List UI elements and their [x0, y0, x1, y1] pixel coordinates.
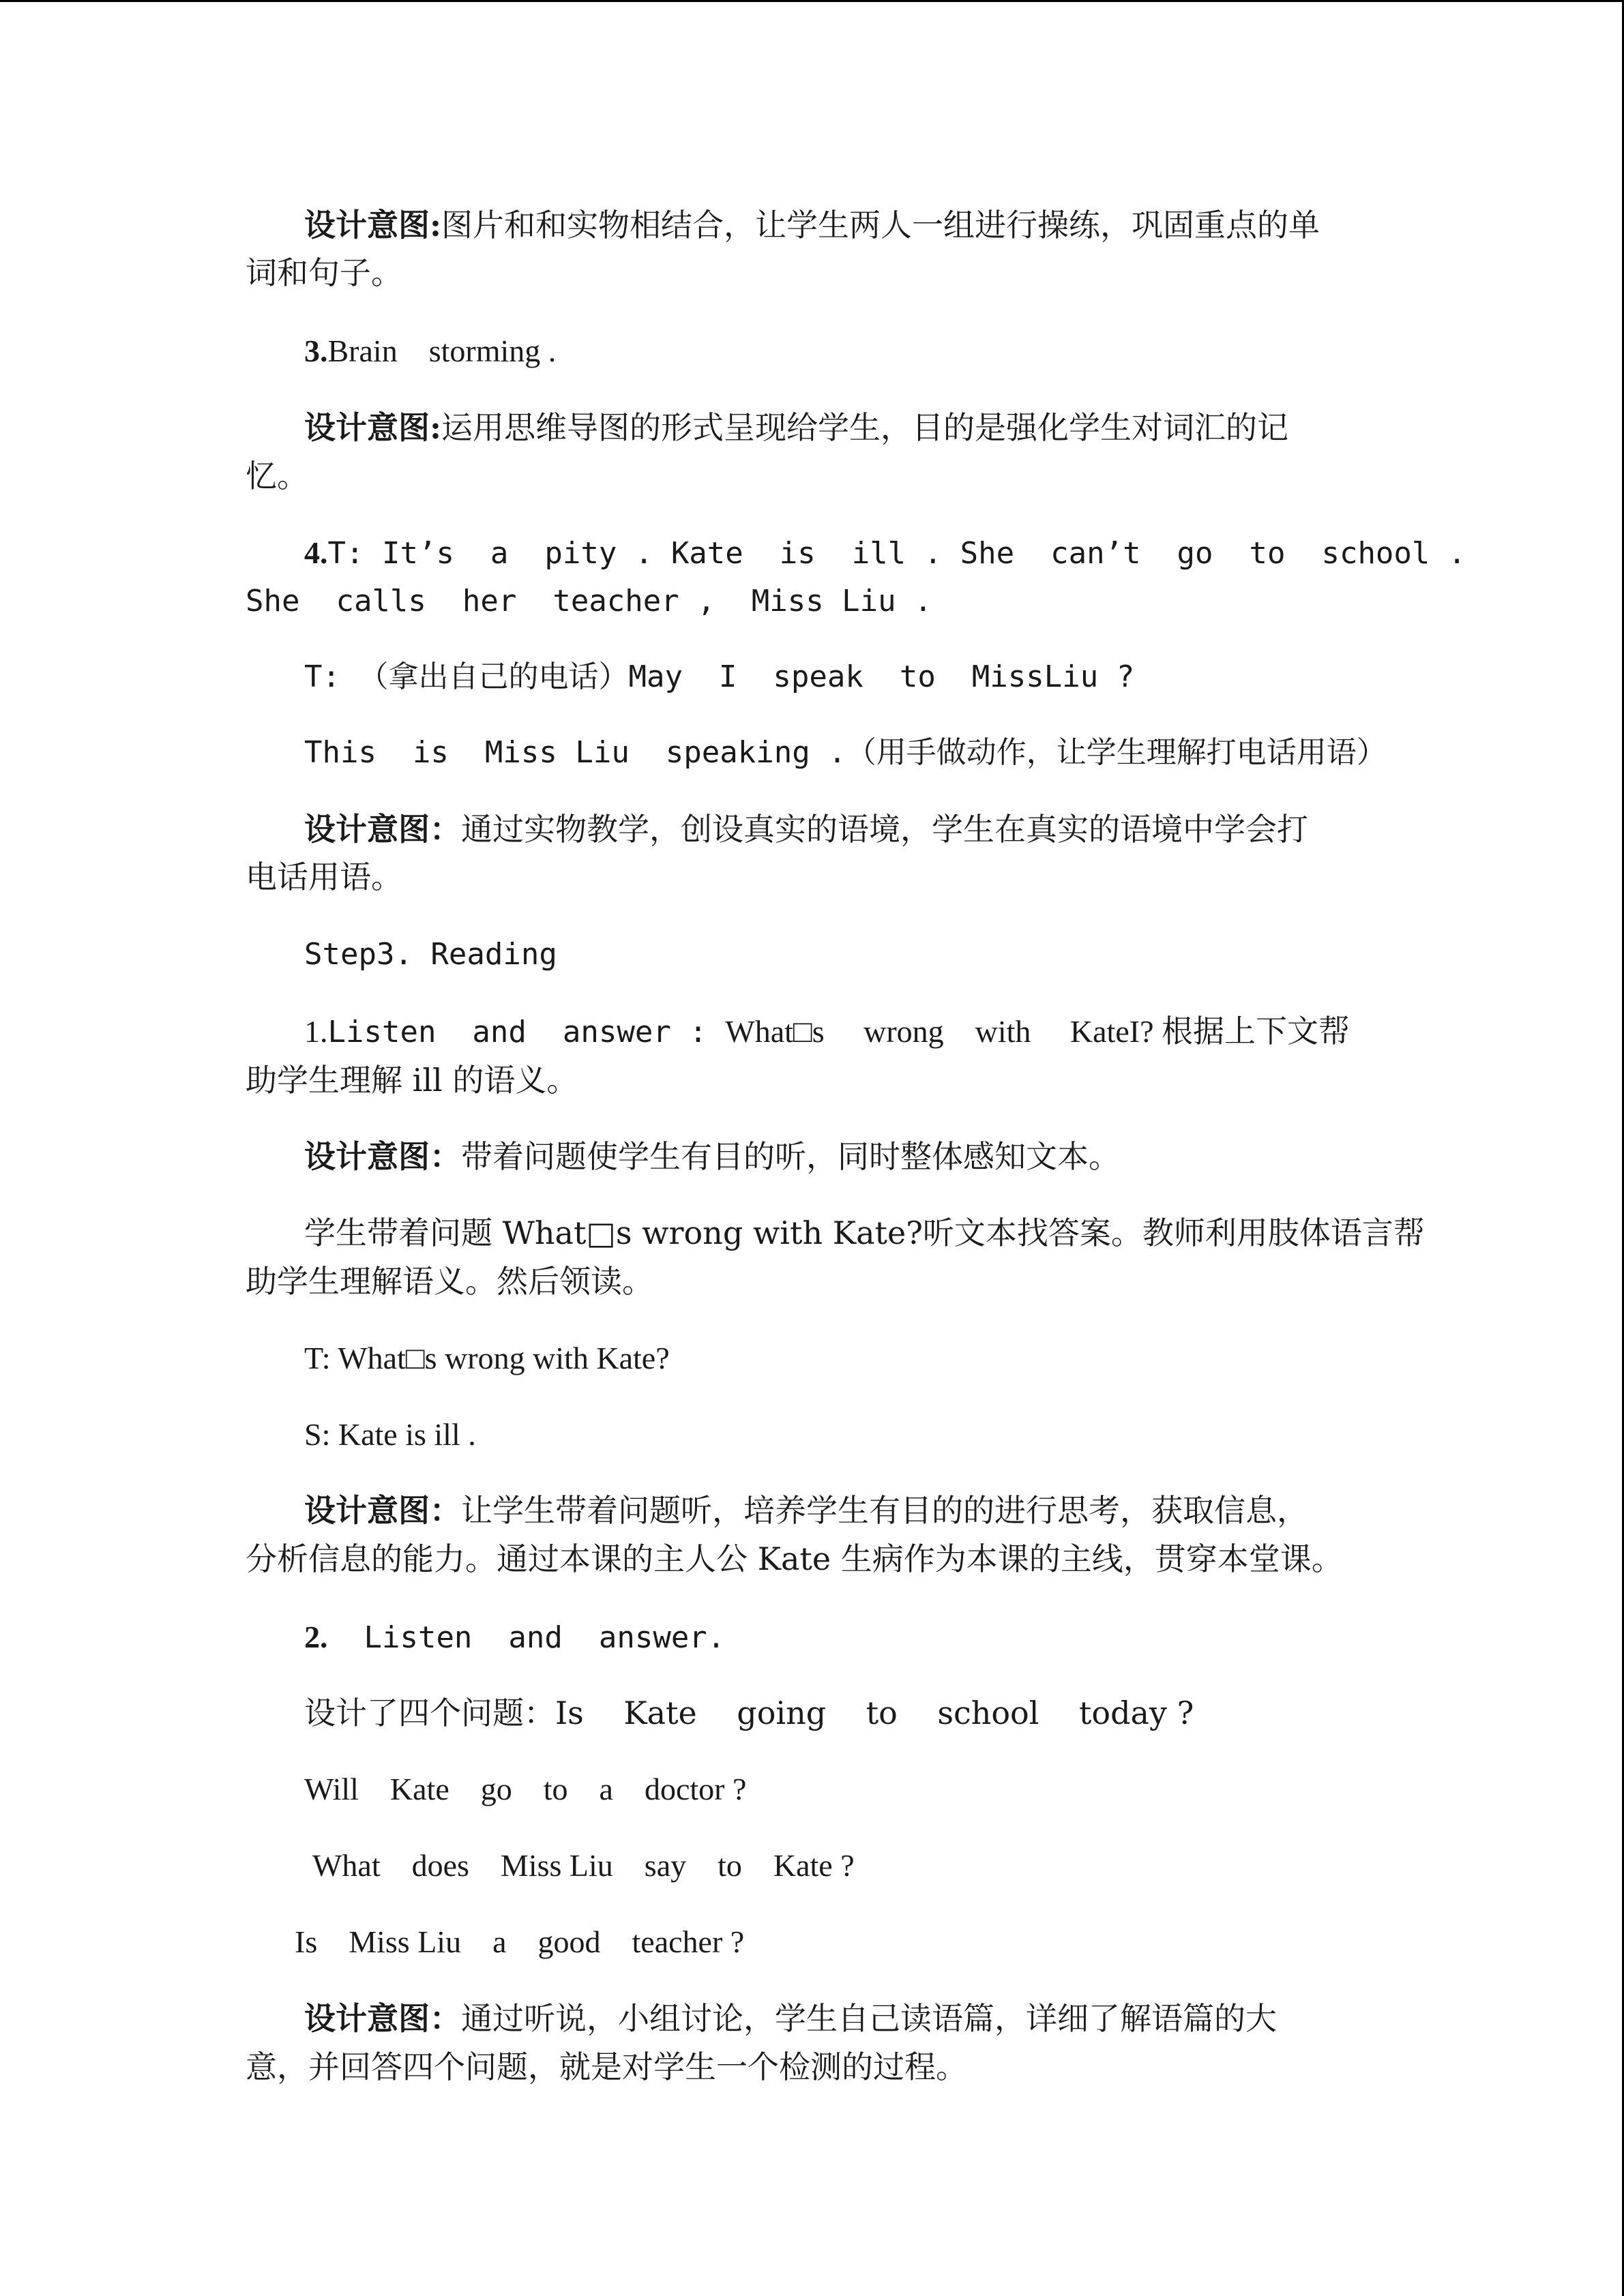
dialogue-line: T: （拿出自己的电话）May I speak to MissLiu ?: [304, 659, 1135, 694]
item-number: 3.: [304, 333, 328, 368]
dialogue-line: This is Miss Liu speaking .（用手做动作，让学生理解打电话用语）: [304, 735, 1387, 770]
design-intent-paragraph: [304, 1998, 1277, 2039]
dialogue-text: T: It’s a pity . Kate is ill . She can’t go to school .: [327, 536, 1466, 571]
paragraph-continuation: 助学生理解 ill 的语义。: [246, 1062, 578, 1099]
design-intent-label: 设计意图:: [304, 409, 441, 446]
design-intent-paragraph: [304, 1136, 1120, 1177]
design-intent-paragraph: [304, 205, 1320, 245]
paragraph-text: 图片和和实物相结合，让学生两人一组进行操练，巩固重点的单: [441, 207, 1320, 243]
item-number: 4.: [304, 535, 328, 570]
paragraph-continuation: 助学生理解语义。然后领读。: [246, 1263, 653, 1300]
paragraph-text: 让学生带着问题听，培养学生有目的的进行思考，获取信息，: [461, 1492, 1308, 1529]
paragraph-text: 带着问题使学生有目的听，同时整体感知文本。: [461, 1138, 1120, 1175]
dialogue-line: S: Kate is ill .: [304, 1417, 476, 1452]
step-heading: Step3. Reading: [304, 937, 557, 972]
dialogue-line: T: What□s wrong with Kate?: [304, 1341, 670, 1375]
design-intent-paragraph: [304, 809, 1308, 850]
question-line: What does Miss Liu say to Kate ?: [312, 1848, 855, 1883]
design-intent-label: 设计意图：: [304, 1138, 461, 1175]
paragraph-continuation: 分析信息的能力。通过本课的主人公 Kate 生病作为本课的主线，贯穿本堂课。: [246, 1540, 1343, 1577]
question-text: What□s wrong with KateI? 根据上下文帮: [725, 1014, 1350, 1049]
paragraph-continuation: 意，并回答四个问题，就是对学生一个检测的过程。: [246, 2048, 967, 2085]
paragraph-text: 通过实物教学，创设真实的语境，学生在真实的语境中学会打: [461, 811, 1308, 848]
paragraph-text: 运用思维导图的形式呈现给学生，目的是强化学生对词汇的记: [441, 409, 1288, 446]
design-intent-label: 设计意图：: [304, 811, 461, 848]
question-line: Is Miss Liu a good teacher ?: [295, 1924, 745, 1959]
design-intent-paragraph: [304, 407, 1288, 448]
paragraph-continuation: 电话用语。: [246, 859, 402, 895]
question-line: Will Kate go to a doctor ?: [304, 1772, 747, 1806]
paragraph-text: 通过听说，小组讨论，学生自己读语篇，详细了解语篇的大: [461, 2000, 1277, 2037]
instruction-text: Listen and answer.: [327, 1620, 726, 1655]
paragraph-continuation: 忆。: [246, 458, 308, 494]
item-number: 2.: [304, 1620, 328, 1654]
body-paragraph: 学生带着问题 What□s wrong with Kate?听文本找答案。教师利用肢体语言帮: [304, 1214, 1425, 1251]
instruction-text: Listen and answer :: [327, 1015, 726, 1049]
dialogue-line: [304, 532, 1466, 574]
brainstorm-heading: [304, 331, 556, 372]
dialogue-continuation: She calls her teacher , Miss Liu .: [246, 584, 932, 618]
design-intent-label: 设计意图:: [304, 207, 441, 243]
design-intent-paragraph: [304, 1490, 1308, 1531]
question-line: 设计了四个问题：Is Kate going to school today ?: [304, 1695, 1194, 1731]
design-intent-label: 设计意图：: [304, 2000, 461, 2037]
paragraph-continuation: 词和句子。: [246, 254, 402, 291]
question-paragraph: [304, 1011, 1350, 1053]
design-intent-label: 设计意图：: [304, 1492, 461, 1529]
item-number: 1.: [304, 1014, 328, 1049]
question-heading: [304, 1616, 725, 1658]
item-text: Brain storming .: [327, 333, 557, 368]
